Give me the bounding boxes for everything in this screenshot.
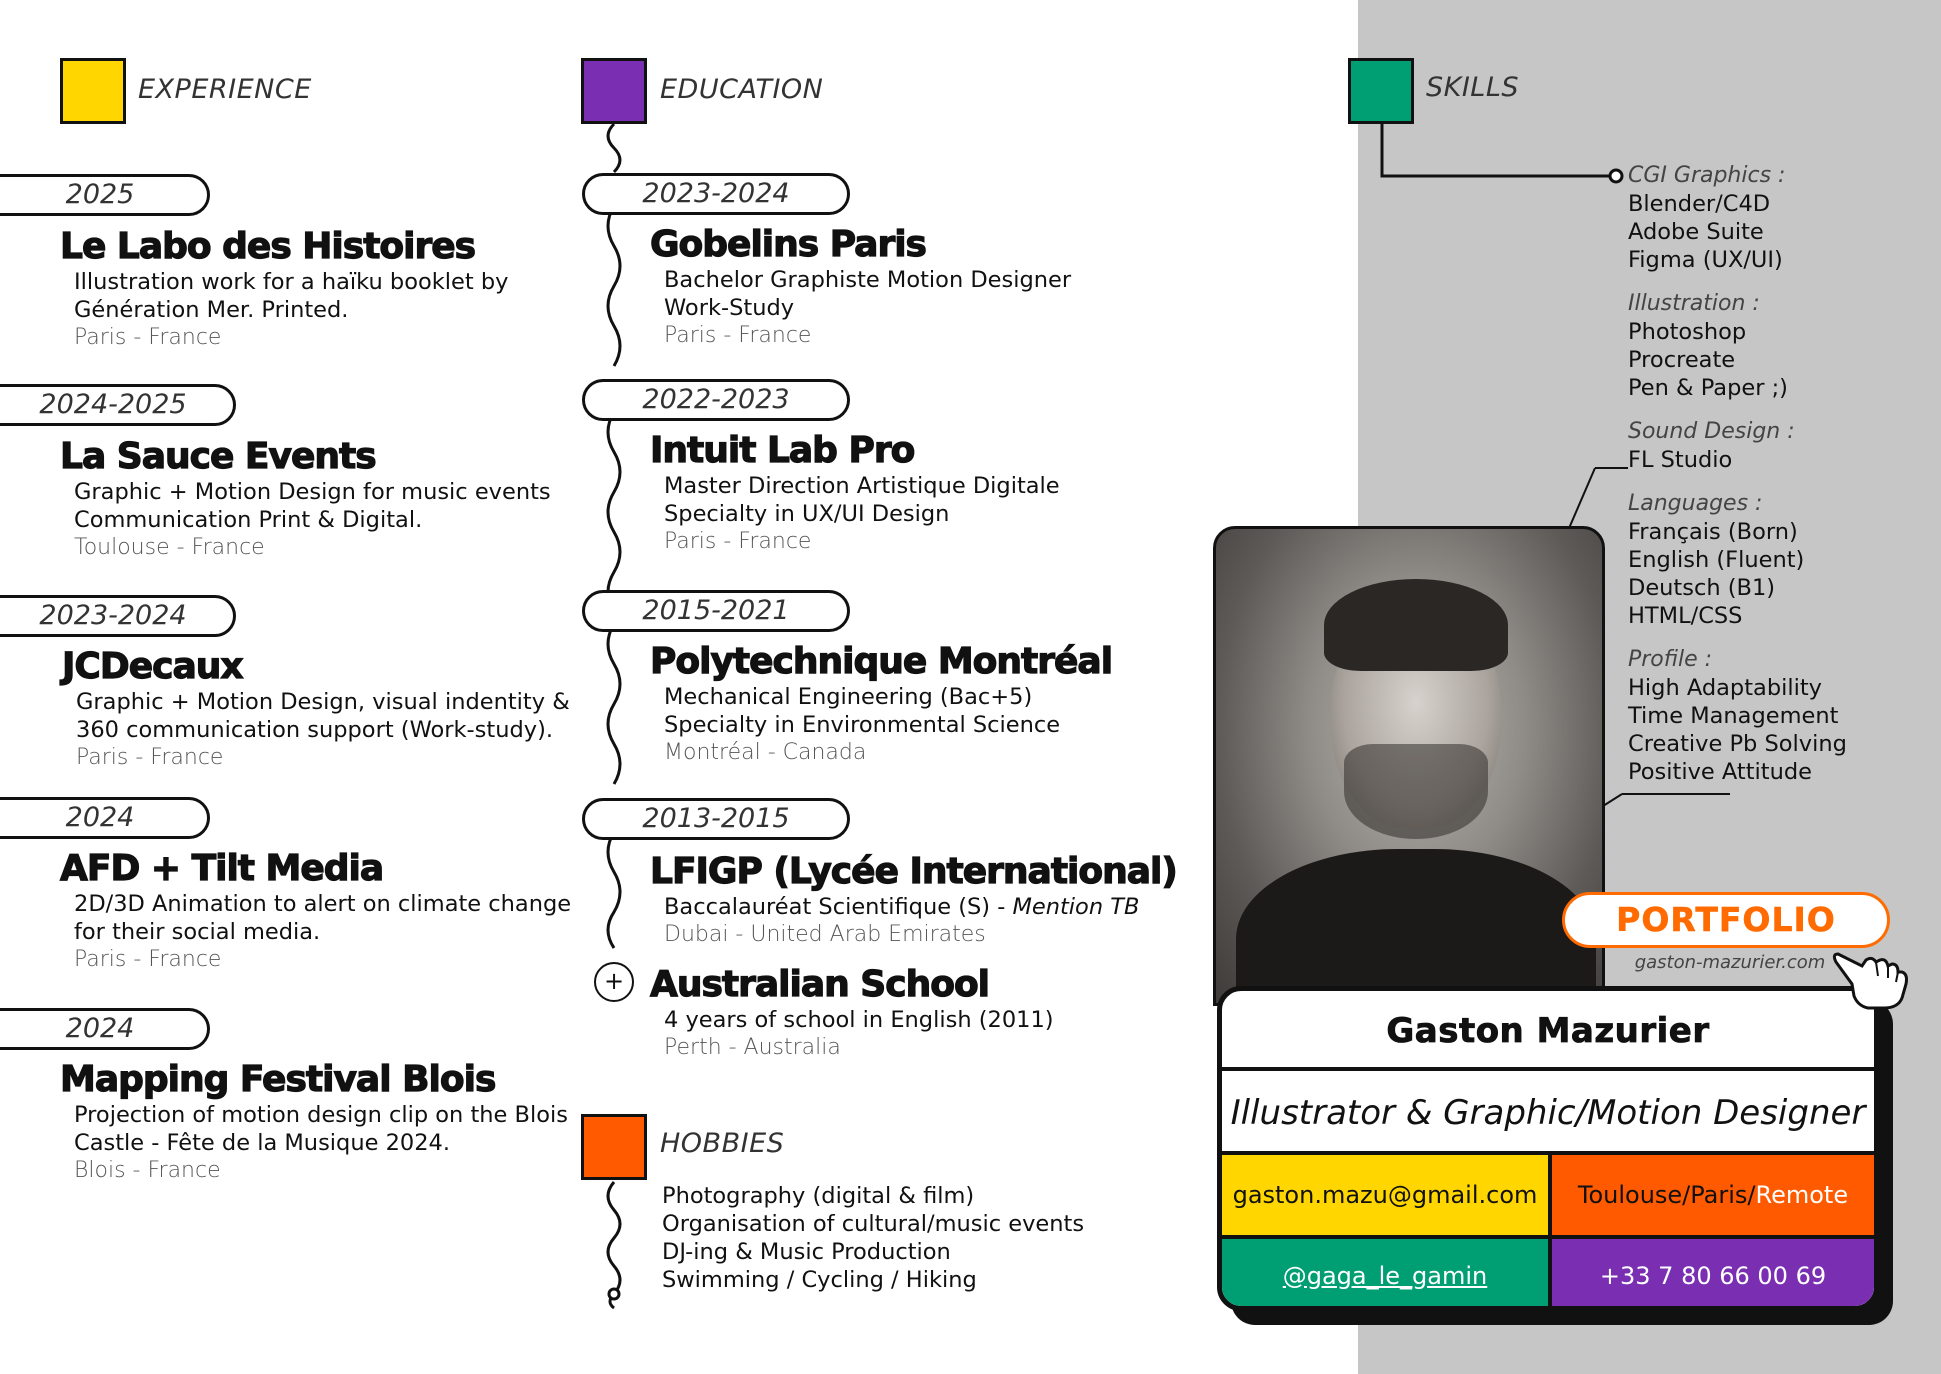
skill-group — [1628, 290, 1928, 402]
skill-item: Time Management — [1628, 703, 1839, 729]
education-extra-detail: 4 years of school in English (2011) — [664, 1007, 1054, 1033]
education-detail: Work-Study — [664, 295, 795, 321]
hobby-item: Swimming / Cycling / Hiking — [662, 1267, 977, 1293]
email-text[interactable]: gaston.mazu@gmail.com — [1232, 1181, 1538, 1209]
education-entry — [650, 641, 1112, 767]
pointing-hand-icon — [1832, 936, 1916, 1012]
phone-cell[interactable] — [1548, 1239, 1874, 1311]
education-extra-location: Perth - Australia — [664, 1035, 841, 1060]
experience-entry — [60, 226, 508, 352]
experience-company: Le Labo des Histoires — [60, 226, 476, 267]
photo-hair — [1324, 579, 1508, 671]
education-location: Paris - France — [664, 529, 812, 554]
education-entry — [650, 430, 1060, 556]
contact-card — [1217, 986, 1879, 1311]
card-row-bottom — [1222, 1235, 1874, 1311]
experience-line: Génération Mer. Printed. — [74, 297, 349, 323]
skill-item: Adobe Suite — [1628, 219, 1764, 245]
skill-item: HTML/CSS — [1628, 603, 1743, 629]
skill-item: Creative Pb Solving — [1628, 731, 1847, 757]
skill-group — [1628, 646, 1928, 786]
education-square — [581, 58, 647, 124]
experience-location: Blois - France — [74, 1158, 221, 1183]
education-degree: Master Direction Artistique Digitale — [664, 473, 1060, 499]
education-degree — [664, 893, 1177, 921]
experience-company: JCDecaux — [62, 646, 243, 687]
education-detail: Specialty in UX/UI Design — [664, 501, 950, 527]
experience-year-pill: 2024 — [0, 1008, 210, 1050]
skill-group — [1628, 162, 1928, 274]
location-remote: Remote — [1755, 1181, 1849, 1209]
skill-label: Profile : — [1628, 647, 1713, 672]
experience-line: for their social media. — [74, 919, 321, 945]
experience-square — [60, 58, 126, 124]
education-location: Paris - France — [664, 323, 812, 348]
hobby-item: DJ-ing & Music Production — [662, 1239, 951, 1265]
skill-group — [1628, 490, 1928, 630]
experience-company: AFD + Tilt Media — [60, 848, 384, 889]
education-years-pill: 2013-2015 — [582, 798, 850, 840]
hobby-item: Organisation of cultural/music events — [662, 1211, 1085, 1237]
hobby-item: Photography (digital & film) — [662, 1183, 975, 1209]
education-degree: Bachelor Graphiste Motion Designer — [664, 267, 1072, 293]
skill-item: Photoshop — [1628, 319, 1747, 345]
skill-item: English (Fluent) — [1628, 547, 1805, 573]
skills-title: SKILLS — [1426, 72, 1520, 103]
education-entry — [650, 224, 1071, 350]
experience-location: Toulouse - France — [74, 535, 265, 560]
skill-item: Positive Attitude — [1628, 759, 1812, 785]
experience-company: La Sauce Events — [60, 436, 376, 477]
hobbies-list — [662, 1182, 1084, 1294]
hobbies-title: HOBBIES — [660, 1128, 785, 1159]
profile-photo — [1213, 526, 1605, 1006]
portfolio-button[interactable]: PORTFOLIO — [1562, 892, 1890, 948]
photo-shoulders — [1236, 849, 1596, 1006]
photo-beard — [1344, 744, 1488, 839]
skill-item: Blender/C4D — [1628, 191, 1771, 217]
experience-title: EXPERIENCE — [138, 74, 312, 105]
experience-company: Mapping Festival Blois — [60, 1059, 496, 1100]
phone-text[interactable]: +33 7 80 66 00 69 — [1599, 1261, 1827, 1290]
card-row-top — [1222, 1155, 1874, 1235]
experience-entry — [62, 646, 570, 772]
skill-item: FL Studio — [1628, 447, 1733, 473]
skill-item: Français (Born) — [1628, 519, 1798, 545]
experience-year-pill: 2024 — [0, 797, 210, 839]
skill-item: Pen & Paper ;) — [1628, 375, 1788, 401]
skill-label: Illustration : — [1628, 291, 1760, 316]
education-years-pill: 2022-2023 — [582, 379, 850, 421]
experience-entry — [60, 436, 551, 562]
skill-item: Procreate — [1628, 347, 1736, 373]
experience-line: Projection of motion design clip on the Blois — [74, 1102, 568, 1128]
education-extra-entry — [650, 964, 1054, 1062]
experience-year-pill: 2025 — [0, 174, 210, 216]
education-extra-school: Australian School — [650, 964, 990, 1005]
card-name: Gaston Mazurier — [1222, 991, 1874, 1071]
plus-icon: + — [594, 962, 634, 1002]
education-degree-mention: Mention TB — [1012, 894, 1140, 920]
education-title: EDUCATION — [660, 74, 824, 105]
education-entry — [650, 851, 1177, 949]
hobbies-square — [581, 1114, 647, 1180]
experience-line: Graphic + Motion Design for music events — [74, 479, 551, 505]
experience-line: Illustration work for a haïku booklet by — [74, 269, 509, 295]
education-location: Dubai - United Arab Emirates — [664, 922, 986, 947]
experience-location: Paris - France — [74, 325, 222, 350]
experience-line: Communication Print & Digital. — [74, 507, 423, 533]
skills-list — [1628, 162, 1928, 802]
education-school: LFIGP (Lycée International) — [650, 851, 1177, 892]
email-cell[interactable] — [1222, 1155, 1548, 1235]
experience-entry — [60, 848, 571, 974]
handle-link[interactable]: @gaga_le_gamin — [1282, 1261, 1488, 1290]
education-school: Polytechnique Montréal — [650, 641, 1113, 682]
experience-year-pill: 2023-2024 — [0, 595, 236, 637]
experience-line: 2D/3D Animation to alert on climate change — [74, 891, 572, 917]
education-detail: Specialty in Environmental Science — [664, 712, 1061, 738]
experience-entry — [60, 1059, 568, 1185]
location-cell — [1548, 1155, 1874, 1235]
portfolio-url[interactable]: gaston-mazurier.com — [1634, 952, 1826, 973]
skill-group — [1628, 418, 1928, 474]
experience-year-pill: 2024-2025 — [0, 384, 236, 426]
handle-cell[interactable] — [1222, 1239, 1548, 1311]
skill-item: Deutsch (B1) — [1628, 575, 1776, 601]
skills-square — [1348, 58, 1414, 124]
card-role: Illustrator & Graphic/Motion Designer — [1222, 1071, 1874, 1155]
skill-item: High Adaptability — [1628, 675, 1822, 701]
location-main: Toulouse/Paris/ — [1577, 1181, 1756, 1209]
experience-location: Paris - France — [74, 947, 222, 972]
education-years-pill: 2015-2021 — [582, 590, 850, 632]
experience-line: Castle - Fête de la Musique 2024. — [74, 1130, 450, 1156]
experience-line: Graphic + Motion Design, visual indentity & — [76, 689, 570, 715]
education-location: Montréal - Canada — [664, 740, 867, 765]
education-school: Gobelins Paris — [650, 224, 926, 265]
education-school: Intuit Lab Pro — [650, 430, 915, 471]
education-years-pill: 2023-2024 — [582, 173, 850, 215]
skill-label: CGI Graphics : — [1628, 163, 1786, 188]
experience-location: Paris - France — [76, 745, 224, 770]
education-degree-plain: Baccalauréat Scientifique (S) - — [664, 894, 1013, 920]
skill-item: Figma (UX/UI) — [1628, 247, 1783, 273]
education-degree: Mechanical Engineering (Bac+5) — [664, 684, 1033, 710]
skill-label: Sound Design : — [1628, 419, 1795, 444]
experience-line: 360 communication support (Work-study). — [76, 717, 553, 743]
skill-label: Languages : — [1628, 491, 1763, 516]
